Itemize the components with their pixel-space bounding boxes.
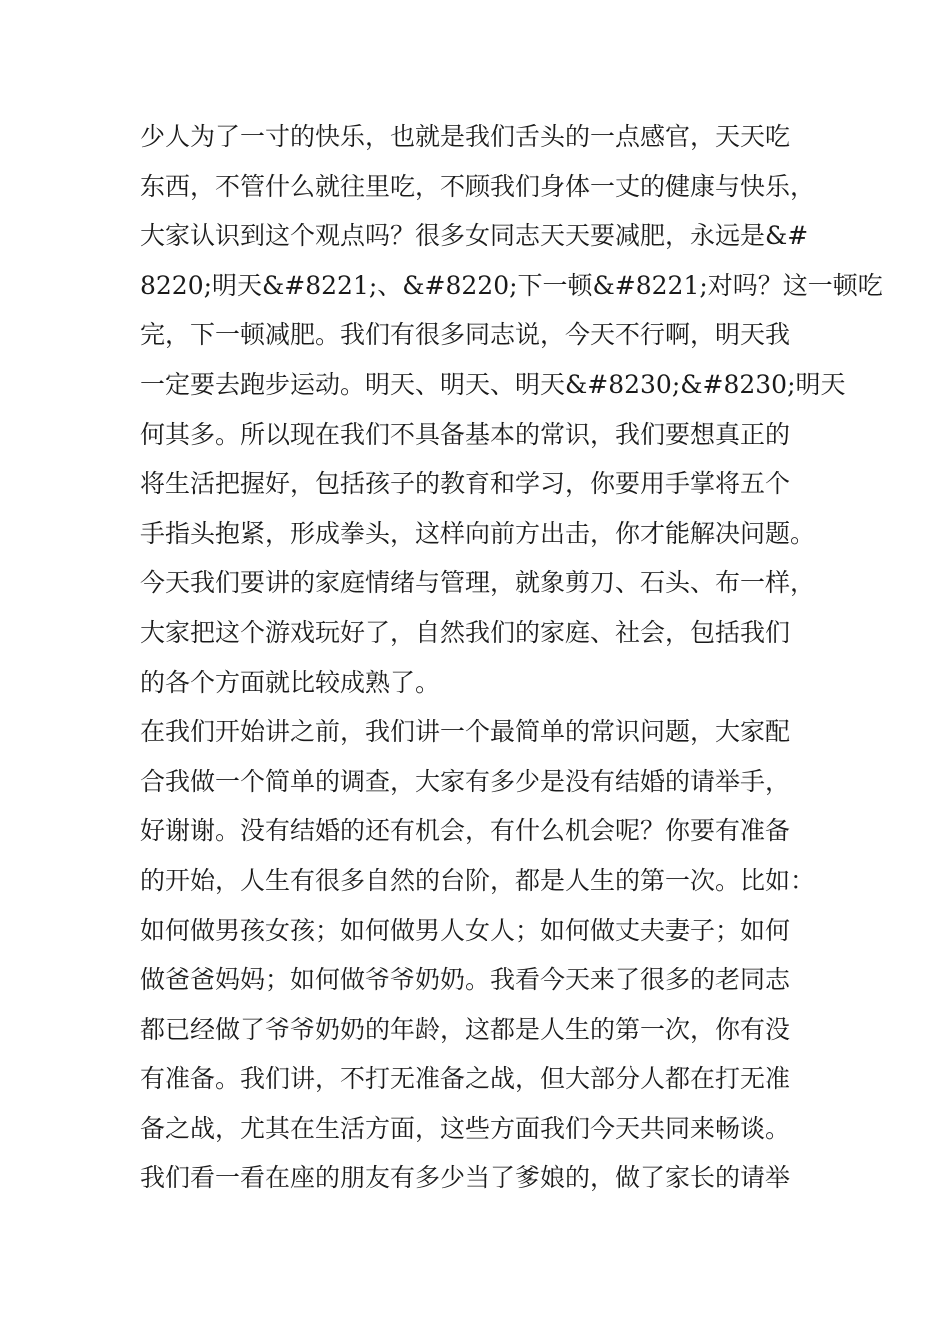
text-line: 何其多。所以现在我们不具备基本的常识，我们要想真正的: [140, 419, 791, 449]
text-line: 合我做一个简单的调查，大家有多少是没有结婚的请举手，: [140, 766, 791, 796]
text-line: 一定要去跑步运动。明天、明天、明天&#8230;&#8230;明天: [140, 369, 846, 399]
text-line: 今天我们要讲的家庭情绪与管理，就象剪刀、石头、布一样，: [140, 568, 816, 598]
body-text: [140, 112, 883, 1203]
text-line: 大家把这个游戏玩好了，自然我们的家庭、社会，包括我们: [140, 617, 791, 647]
text-line: 手指头抱紧，形成拳头，这样向前方出击，你才能解决问题。: [140, 518, 816, 548]
text-line: 的开始，人生有很多自然的台阶，都是人生的第一次。比如：: [140, 865, 816, 895]
text-line: 8220;明天&#8221;、&#8220;下一顿&#8221;对吗？这一顿吃: [140, 270, 883, 300]
text-line: 做爸爸妈妈；如何做爷爷奶奶。我看今天来了很多的老同志: [140, 965, 791, 995]
text-line: 有准备。我们讲，不打无准备之战，但大部分人都在打无准: [140, 1064, 791, 1094]
text-line: 东西，不管什么就往里吃，不顾我们身体一丈的健康与快乐，: [140, 171, 816, 201]
text-line: 的各个方面就比较成熟了。: [140, 667, 441, 697]
text-line: 大家认识到这个观点吗？很多女同志天天要减肥，永远是&#: [140, 221, 809, 251]
text-line: 完，下一顿减肥。我们有很多同志说，今天不行啊，明天我: [140, 320, 791, 350]
text-line: 在我们开始讲之前，我们讲一个最简单的常识问题，大家配: [140, 717, 791, 747]
text-line: 如何做男孩女孩；如何做男人女人；如何做丈夫妻子；如何: [140, 915, 791, 945]
text-line: 少人为了一寸的快乐，也就是我们舌头的一点感官，天天吃: [140, 122, 791, 151]
text-line: 都已经做了爷爷奶奶的年龄，这都是人生的第一次，你有没: [140, 1014, 791, 1044]
text-line: 好谢谢。没有结婚的还有机会，有什么机会呢？你要有准备: [140, 816, 791, 846]
text-line: 我们看一看在座的朋友有多少当了爹娘的，做了家长的请举: [140, 1163, 791, 1193]
text-line: 备之战，尤其在生活方面，这些方面我们今天共同来畅谈。: [140, 1113, 791, 1143]
text-line: 将生活把握好，包括孩子的教育和学习，你要用手掌将五个: [140, 469, 791, 499]
